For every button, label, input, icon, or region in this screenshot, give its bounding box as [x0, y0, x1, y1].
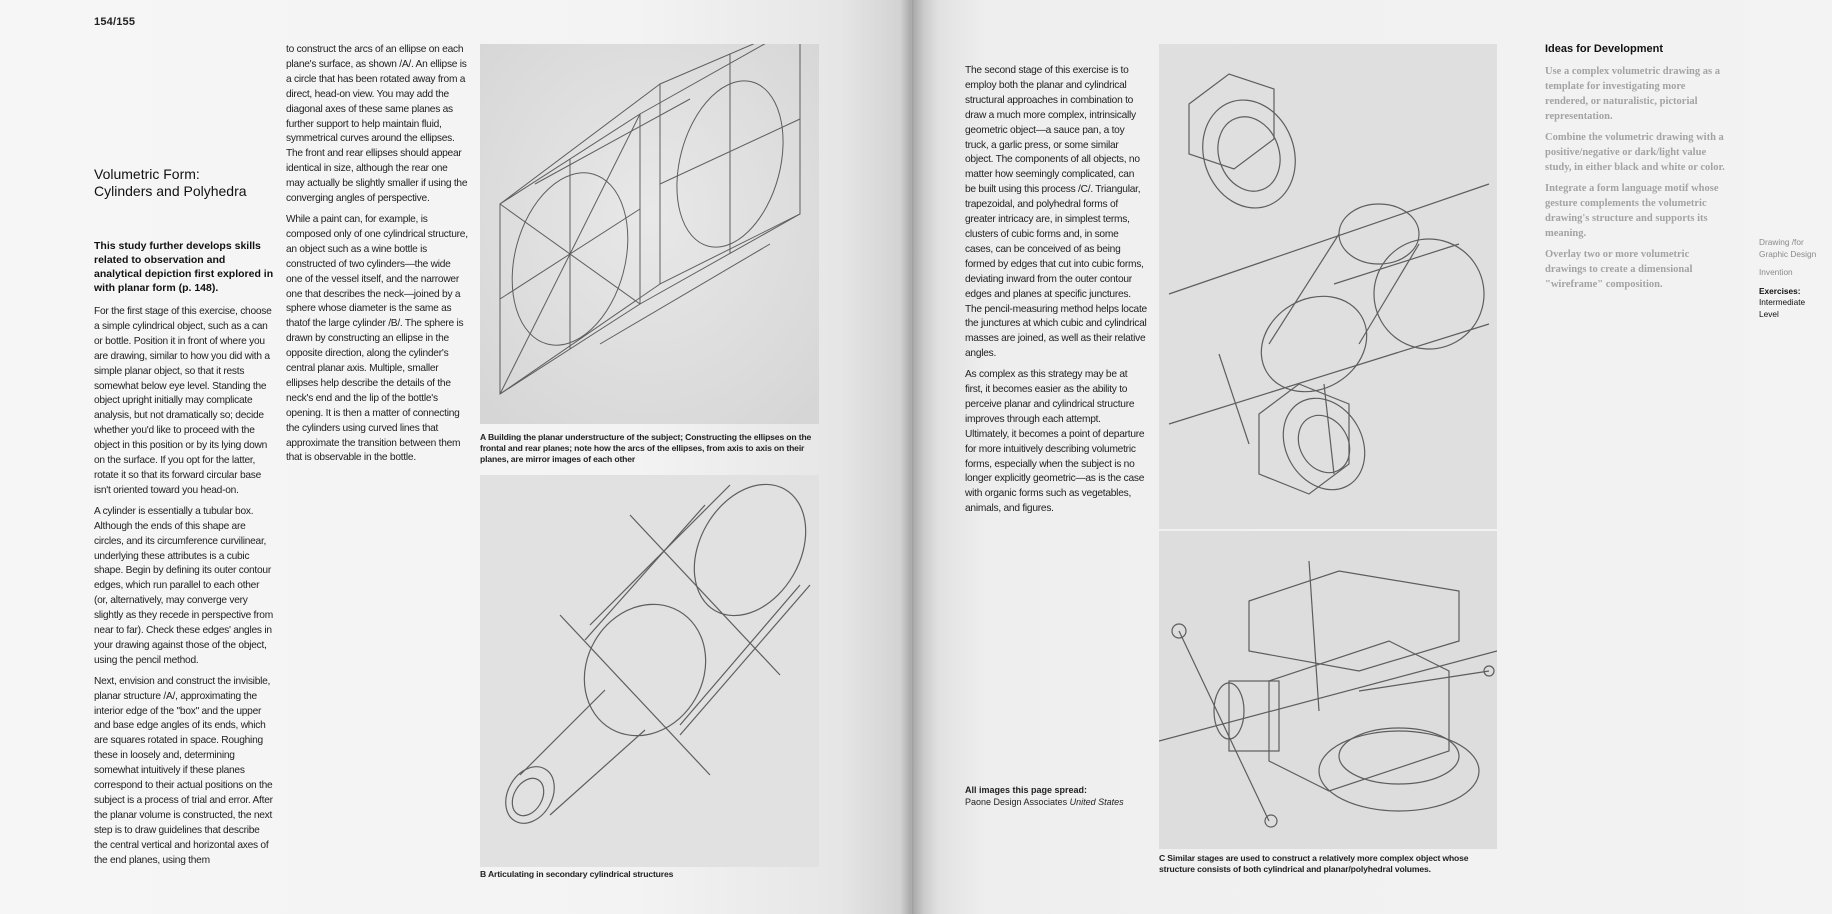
figure-c-vise-sketch [1159, 531, 1497, 849]
intro-paragraph: This study further develops skills related to observation and analytical depiction first explored in with planar form (p. 148). [94, 240, 274, 294]
credits-label: All images this page spread: [965, 785, 1088, 795]
figure-b-bottle-sketch [480, 475, 819, 867]
ideas-list [1545, 64, 1725, 298]
body-paragraph: Next, envision and construct the invisible, planar structure /A/, approximating the interior edge of the "box" and the upper and base edge angles of its ends, which are squares rotated in space. Roughing these in loosely and, determining somewhat intuitively if these planes correspond to their actual positions on the subject is a process of trial and error. After the planar volume is constructed, the next step is to draw guidelines that describe the central vertical and horizontal axes of the end planes, using them [94, 675, 273, 866]
side-nav-drawing: Drawing /for Graphic Design [1759, 237, 1817, 259]
side-nav-current [1759, 286, 1819, 321]
body-column-3 [965, 64, 1147, 523]
body-column-2 [286, 43, 468, 472]
chapter-title-line1: Volumetric Form: [94, 166, 200, 182]
gutter-shadow [900, 0, 924, 914]
body-paragraph: For the first stage of this exercise, choose a simple cylindrical object, such as a can or bottle. Position it in front of where you are drawing, similar to how you did with a simple planar object, so that it rests somewhat below eye level. Standing the object upright initially may complicate analysis, but not dramatically so; decide whether you'd like to proceed with the object in this position or by its lying down on the surface. If you opt for the latter, rotate it so that its forward circular base isn't oriented toward you head-on. [94, 306, 272, 496]
chapter-title-line2: Cylinders and Polyhedra [94, 183, 247, 199]
body-paragraph: As complex as this strategy may be at first, it becomes easier as the ability to perceive planar and cylindrical structure improves through each attempt. Ultimately, it becomes a point of departure for more intuitively describing volumetric forms, especially when the subject is no longer explicitly geometric—as is the case with organic forms such as vegetables, animals, and figures. [965, 369, 1145, 515]
page-folio: 154/155 [94, 16, 136, 28]
caption-c: C Similar stages are used to construct a relatively more complex object whose structure consists of both cylindrical and planar/polyhedral volumes. [1159, 853, 1469, 874]
body-paragraph: While a paint can, for example, is composed only of one cylindrical structure, an object such as a wine bottle is constructed of two cylinders—the wide one of the vessel itself, and the narrower one that describes the neck—joined by a sphere whose diameter is the same as thatof the large cylinder /B/. The sphere is drawn by constructing an ellipse in the opposite direction, along the cylinder's central planar axis. Multiple, smaller ellipses help describe the details of the neck's end and the lip of the bottle's opening. It is then a matter of connecting the cylinders using curved lines that approximate the transition between them that is observable in the bottle. [286, 213, 468, 464]
caption-b: B Articulating in secondary cylindrical structures [480, 869, 674, 879]
body-paragraph: The second stage of this exercise is to employ both the planar and cylindrical structural approaches in combination to draw a much more complex, intrinsically geometric object—a sauce pan, a toy truck, a garlic press, or some similar object. The components of all objects, no matter how seemingly complicated, can be built using this process /C/. Triangular, trapezoidal, and polyhedral forms of greater intricacy are, in simplest terms, clusters of cubic forms and, in some cases, can be conceived of as being formed by edges that cut into cubic forms, deviating inward from the outer contour edges and planes at specific junctures. The pencil-measuring method helps locate the junctures at which cubic and cylindrical masses are joined, as well as their relative angles. [965, 65, 1147, 360]
body-paragraph: to construct the arcs of an ellipse on each plane's surface, as shown /A/. An ellipse is a circle that has been rotated away from a direct, head-on view. You may add the diagonal axes of these same planes as further support to help maintain fluid, symmetrical curves around the ellipses. The front and rear ellipses should appear identical in size, although the rear one may actually be slightly smaller if using the converging angles of perspective. [286, 44, 468, 205]
idea-item: Integrate a form language motif whose gesture complements the volumetric drawing's structure and supports its meaning. [1545, 183, 1719, 239]
body-paragraph: A cylinder is essentially a tubular box. Although the ends of this shape are circles, and its circumference curvilinear, underlying these attributes is a cubic shape. Begin by defining its outer contour edges, which run parallel to each other (or, alternatively, may converge very slightly as they recede in perspective from near to far). Check these edges' angles in your drawing against those of the object, using the pencil method. [94, 505, 273, 666]
side-nav-current-label: Exercises: [1759, 285, 1801, 296]
image-credits [965, 784, 1165, 808]
caption-a: A Building the planar understructure of the subject; Constructing the ellipses on the frontal and rear planes; note how the arcs of the ellipses, from axis to axis on their planes, are mirror images of each other [480, 432, 812, 464]
chapter-title [94, 166, 284, 200]
side-navigation [1759, 237, 1819, 327]
credits-name: Paone Design Associates [965, 797, 1068, 807]
figure-c-pipe-sketch [1159, 44, 1497, 529]
credits-location: United States [1069, 797, 1124, 807]
body-column-1 [94, 305, 274, 875]
idea-item: Overlay two or more volumetric drawings to create a dimensional "wireframe" composition. [1545, 249, 1693, 290]
credits-line [965, 796, 1165, 808]
idea-item: Use a complex volumetric drawing as a template for investigating more rendered, or naturalistic, pictorial representation. [1545, 66, 1720, 122]
idea-item: Combine the volumetric drawing with a positive/negative or dark/light value study, in either black and white or color. [1545, 132, 1725, 173]
figure-a-cylinder-sketch [480, 44, 819, 424]
ideas-title: Ideas for Development [1545, 43, 1663, 55]
side-nav-current-value: Intermediate Level [1759, 297, 1806, 319]
side-nav-invention: Invention [1759, 267, 1793, 277]
